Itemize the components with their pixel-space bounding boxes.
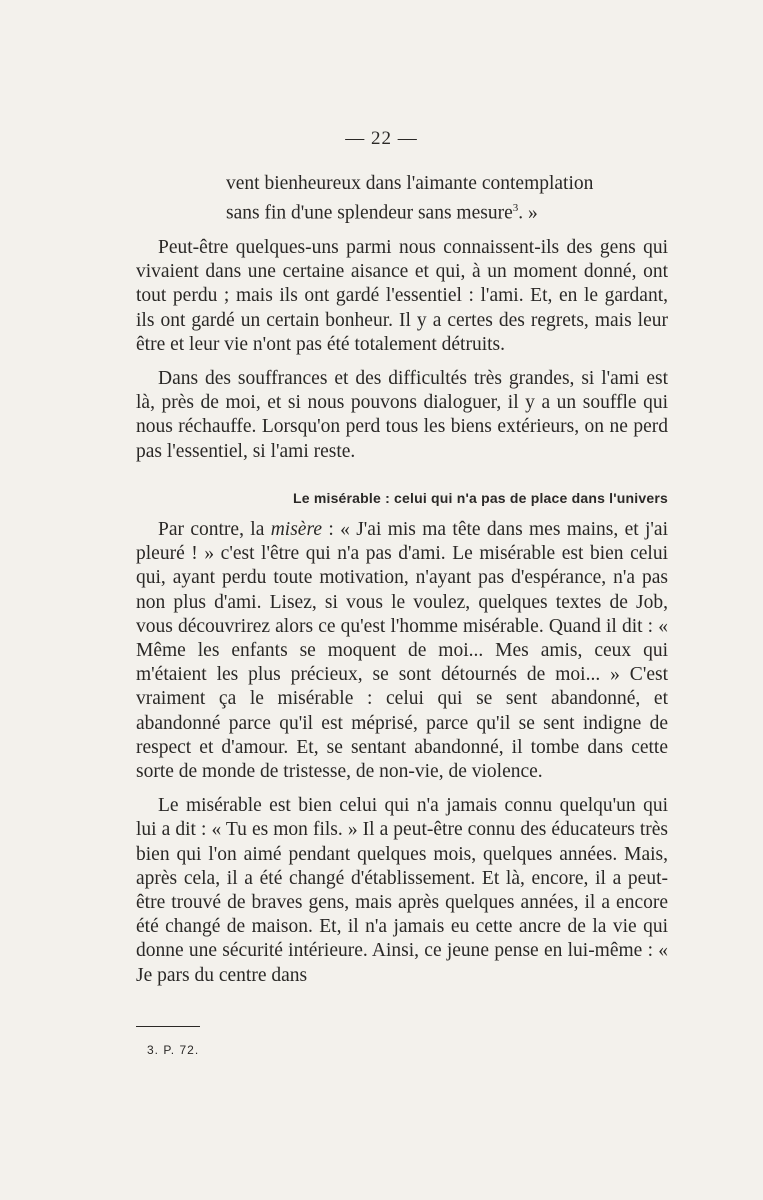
- footnote-divider: [136, 1026, 200, 1027]
- footnote: 3. P. 72.: [147, 1043, 200, 1057]
- section-paragraph-2: Le misérable est bien celui qui n'a jamais connu quelqu'un qui lui a dit : « Tu es mon fils. » Il a peut-être connu des éducateurs très bien qui l'on aimé pendant quelques mois, quelques années. Mais, après cela, il a été changé d'établissement. Et là, encore, il a peut-être trouvé de braves gens, mais après quelques années, il a encore été changé de maison. Et, il n'a jamais eu cette ancre de la vie qui donne une sécurité intérieure. Ainsi, ce jeune pense en lui-même : « Je pars du centre dans: [136, 795, 668, 986]
- paragraph: Dans des souffrances et des difficultés très grandes, si l'ami est là, près de moi, et si nous pouvons dialoguer, il y a un souffle qui nous réchauffe. Lorsqu'on perd tous les biens extérieurs, on ne perd pas l'essentiel, si l'ami reste.: [136, 367, 668, 462]
- section-heading: Le misérable : celui qui n'a pas de place dans l'univers: [293, 489, 668, 506]
- quote-line-2-end: . »: [518, 202, 538, 224]
- section-paragraph-1: [136, 518, 668, 784]
- body-text: [136, 172, 668, 998]
- quote-line-1: vent bienheureux dans l'aimante contemplation: [226, 173, 594, 194]
- quote-line-2: sans fin d'une splendeur sans mesure: [226, 202, 513, 224]
- para-text-rest: : « J'ai mis ma tête dans mes mains, et j'ai pleuré ! » c'est l'être qui n'a pas d'ami. Le misérable est bien celui qui, ayant perdu toute motivation, n'ayant pas d'espérance, n'a pas non plus d'ami. Lisez, si vous le voulez, quelques textes de Job, vous découvrirez alors ce qu'est l'homme misérable. Quand il dit : « Même les enfants se moquent de moi... Mes amis, ceux qui m'étaient les plus précieux, se sont détournés de moi... » C'est vraiment ça le misérable : celui qui se sent abandonné, et abandonné parce qu'il est méprisé, parce qu'il se sent indigne de respect et d'amour. Et, se sentant abandonné, il tombe dans cette sorte de monde de tristesse, de non-vie, de violence.: [136, 518, 668, 782]
- paragraph: Peut-être quelques-uns parmi nous connaissent-ils des gens qui vivaient dans une certaine aisance et qui, à un moment donné, ont tout perdu ; mais ils ont gardé l'essentiel : l'ami. Et, en le gardant, ils ont gardé un certain bonheur. Il y a certes des regrets, mais leur être et leur vie n'ont pas été totalement détruits.: [136, 236, 668, 355]
- quote-continuation: [226, 172, 668, 226]
- footnote-reference: 3: [512, 202, 519, 215]
- emphasis-misere: misère: [270, 518, 322, 540]
- para-text-start: Par contre, la: [158, 518, 271, 540]
- page-number: — 22 —: [345, 128, 418, 149]
